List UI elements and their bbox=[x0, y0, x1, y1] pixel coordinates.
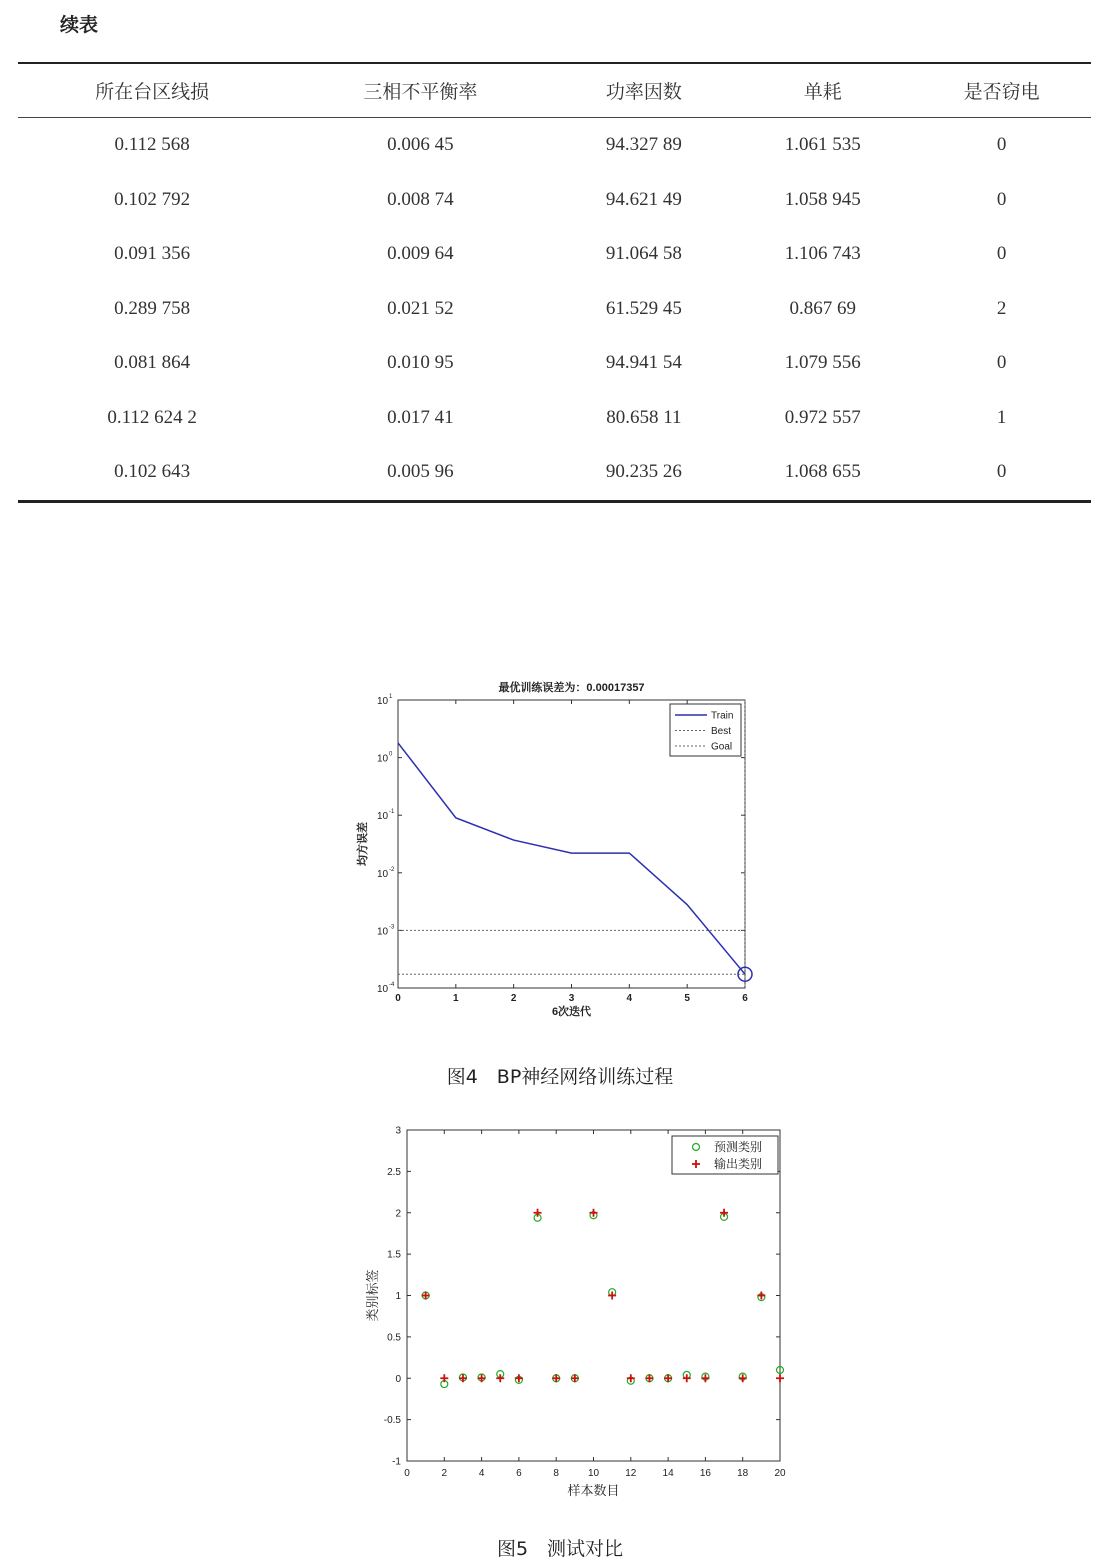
y-tick-label: 10 bbox=[377, 696, 389, 707]
x-tick-label: 0 bbox=[404, 1468, 410, 1479]
y-tick-label: 10 bbox=[377, 868, 389, 880]
test-comparison-chart bbox=[355, 1116, 795, 1506]
figure-5-caption: 图5 测试对比 bbox=[496, 1538, 624, 1560]
y-tick-exponent: -4 bbox=[389, 982, 395, 988]
table-cell: 0.102 643 bbox=[114, 461, 191, 483]
training-error-chart bbox=[350, 672, 770, 1032]
legend-label: Goal bbox=[711, 741, 733, 753]
table-cell: 0.102 792 bbox=[114, 188, 191, 210]
output-point bbox=[776, 1374, 784, 1382]
table-cell: 0.081 864 bbox=[114, 352, 191, 374]
table-cell: 0 bbox=[996, 461, 1007, 483]
x-tick-label: 2 bbox=[441, 1468, 448, 1479]
legend-label: Best bbox=[711, 726, 732, 737]
table-row bbox=[18, 173, 1091, 228]
chart-title: 最优训练误差为：0.00017357 bbox=[498, 682, 645, 694]
y-tick-label: 0 bbox=[395, 1373, 401, 1385]
figure-5-test-chart bbox=[355, 1116, 795, 1506]
x-tick-label: 6 bbox=[742, 993, 748, 1004]
y-tick-label: 10 bbox=[377, 926, 389, 938]
y-tick-label: 10 bbox=[377, 811, 389, 823]
output-point bbox=[590, 1209, 598, 1217]
column-header: 所在台区线损 bbox=[18, 63, 286, 118]
table-cell: 0.289 758 bbox=[114, 297, 191, 319]
y-tick-exponent: -2 bbox=[389, 866, 395, 873]
table-cell: 61.529 45 bbox=[605, 297, 682, 319]
x-tick-label: 3 bbox=[568, 993, 575, 1004]
table-cell: 1 bbox=[996, 406, 1007, 428]
table-cell: 0 bbox=[996, 188, 1007, 210]
x-axis-label: 6次迭代 bbox=[551, 1006, 592, 1018]
table-cell: 90.235 26 bbox=[605, 461, 682, 483]
table-cell: 0.021 52 bbox=[387, 297, 454, 319]
table-cell: 0.112 568 bbox=[114, 134, 190, 156]
y-tick-label: 2 bbox=[395, 1208, 401, 1220]
x-tick-label: 0 bbox=[395, 993, 401, 1004]
table-row bbox=[18, 227, 1091, 282]
table-cell: 0.867 69 bbox=[789, 297, 856, 319]
table-cell: 0.005 96 bbox=[387, 461, 454, 483]
x-tick-label: 16 bbox=[699, 1468, 711, 1479]
table-row bbox=[18, 336, 1091, 391]
table-cell: 1.106 743 bbox=[784, 243, 861, 265]
x-axis-label: 样本数目 bbox=[567, 1483, 620, 1498]
table-cell: 0.017 41 bbox=[387, 406, 454, 428]
table-cell: 0.010 95 bbox=[387, 352, 454, 374]
column-header: 是否窃电 bbox=[912, 63, 1091, 118]
x-tick-label: 18 bbox=[737, 1468, 749, 1479]
x-tick-label: 4 bbox=[626, 993, 633, 1004]
table-cell: 0.009 64 bbox=[387, 243, 454, 265]
table-cell: 2 bbox=[996, 297, 1007, 319]
table-cell: 0 bbox=[996, 352, 1007, 374]
y-tick-label: 1 bbox=[395, 1291, 401, 1302]
column-header: 三相不平衡率 bbox=[286, 63, 554, 118]
y-tick-label: -1 bbox=[392, 1456, 401, 1468]
table-cell: 0.008 74 bbox=[387, 188, 454, 210]
output-point bbox=[627, 1374, 635, 1382]
figure-4-caption: 图4 BP神经网络训练过程 bbox=[446, 1066, 674, 1088]
y-tick-label: 1.5 bbox=[387, 1249, 401, 1261]
legend-label: 预测类别 bbox=[714, 1140, 763, 1154]
y-tick-label: 3 bbox=[395, 1125, 401, 1137]
y-tick-exponent: -1 bbox=[389, 809, 395, 816]
table-cell: 94.327 89 bbox=[605, 134, 682, 156]
y-axis-label: 均方误差 bbox=[357, 822, 369, 866]
table-cell: 1.058 945 bbox=[784, 188, 861, 210]
y-tick-label: 10 bbox=[377, 753, 389, 765]
y-tick-exponent: -3 bbox=[389, 924, 395, 931]
table-cell: 0.972 557 bbox=[784, 406, 861, 428]
table-header-row bbox=[18, 63, 1091, 118]
y-tick-label: 0.5 bbox=[387, 1332, 401, 1344]
table-cell: 0.091 356 bbox=[114, 243, 191, 265]
x-tick-label: 10 bbox=[587, 1468, 600, 1479]
table-cell: 0 bbox=[996, 134, 1007, 156]
table-row bbox=[18, 391, 1091, 446]
x-tick-label: 12 bbox=[625, 1468, 637, 1479]
column-header: 单耗 bbox=[733, 63, 912, 118]
table-row bbox=[18, 118, 1091, 173]
continued-table-label: 续表 bbox=[60, 14, 99, 36]
table-cell: 91.064 58 bbox=[605, 243, 682, 265]
table-cell: 1.061 535 bbox=[784, 134, 861, 156]
x-tick-label: 2 bbox=[510, 993, 517, 1004]
table-cell: 0.112 624 2 bbox=[107, 406, 197, 428]
figure-4-training-chart bbox=[350, 672, 770, 1032]
y-tick-label: 10 bbox=[377, 984, 389, 995]
y-axis-label: 类别标签 bbox=[365, 1269, 380, 1322]
x-tick-label: 1 bbox=[453, 993, 459, 1004]
table-cell: 1.068 655 bbox=[784, 461, 861, 483]
x-tick-label: 20 bbox=[774, 1468, 786, 1479]
table-row bbox=[18, 282, 1091, 337]
y-tick-exponent: 0 bbox=[389, 751, 393, 758]
table-cell: 94.621 49 bbox=[605, 188, 682, 210]
y-tick-label: 2.5 bbox=[387, 1166, 401, 1178]
table-cell: 0 bbox=[996, 243, 1007, 265]
output-point bbox=[608, 1292, 616, 1300]
table-cell: 80.658 11 bbox=[606, 406, 682, 428]
data-table bbox=[18, 62, 1091, 503]
legend-label: Train bbox=[711, 710, 734, 722]
train-line bbox=[398, 743, 745, 974]
table-row bbox=[18, 445, 1091, 501]
y-tick-exponent: 1 bbox=[389, 694, 393, 700]
legend-label: 输出类别 bbox=[714, 1157, 763, 1171]
x-tick-label: 14 bbox=[662, 1468, 674, 1479]
table-cell: 0.006 45 bbox=[387, 134, 454, 156]
x-tick-label: 5 bbox=[684, 993, 690, 1004]
column-header: 功率因数 bbox=[555, 63, 734, 118]
table-cell: 94.941 54 bbox=[605, 352, 682, 374]
table-cell: 1.079 556 bbox=[784, 352, 861, 374]
x-tick-label: 8 bbox=[553, 1468, 559, 1479]
output-point bbox=[683, 1374, 691, 1382]
plot-frame bbox=[407, 1130, 780, 1461]
y-tick-label: -0.5 bbox=[383, 1415, 401, 1427]
x-tick-label: 6 bbox=[516, 1468, 522, 1479]
x-tick-label: 4 bbox=[478, 1468, 485, 1479]
